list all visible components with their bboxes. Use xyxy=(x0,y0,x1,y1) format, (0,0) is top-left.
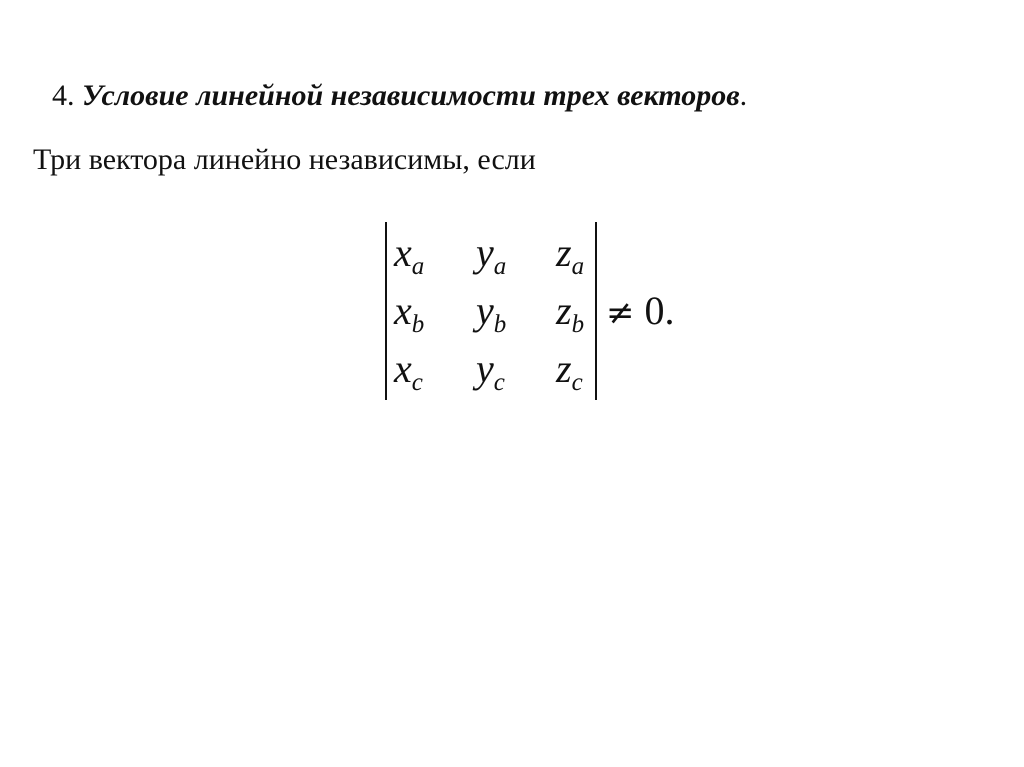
section-heading xyxy=(52,76,747,116)
section-title-period: . xyxy=(739,79,748,112)
matrix-cell-x-c: $x_c$ xyxy=(394,346,423,396)
matrix-cell-x-b: $x_b$ xyxy=(394,288,425,338)
matrix-cell-y-b: $y_b$ xyxy=(476,288,507,338)
matrix-cell-x-a: $x_a$ xyxy=(394,230,425,280)
section-title: Условие линейной независимости трех векторов xyxy=(82,79,740,112)
determinant-formula xyxy=(384,220,684,405)
matrix-cell-z-b: $z_b$ xyxy=(556,288,585,338)
determinant-condition xyxy=(606,285,675,339)
section-number: 4. xyxy=(52,79,75,112)
intro-text: Три вектора линейно независимы, если xyxy=(33,143,536,176)
not-equal-sign: ≠ xyxy=(606,293,635,333)
matrix-cell-z-a: $z_a$ xyxy=(556,230,585,280)
matrix-cell-z-c: $z_c$ xyxy=(556,346,583,396)
matrix-cell-y-c: $y_c$ xyxy=(476,346,505,396)
determinant-left-bar xyxy=(385,222,387,400)
matrix-cell-y-a: $y_a$ xyxy=(476,230,507,280)
zero-value: 0. xyxy=(644,288,675,333)
